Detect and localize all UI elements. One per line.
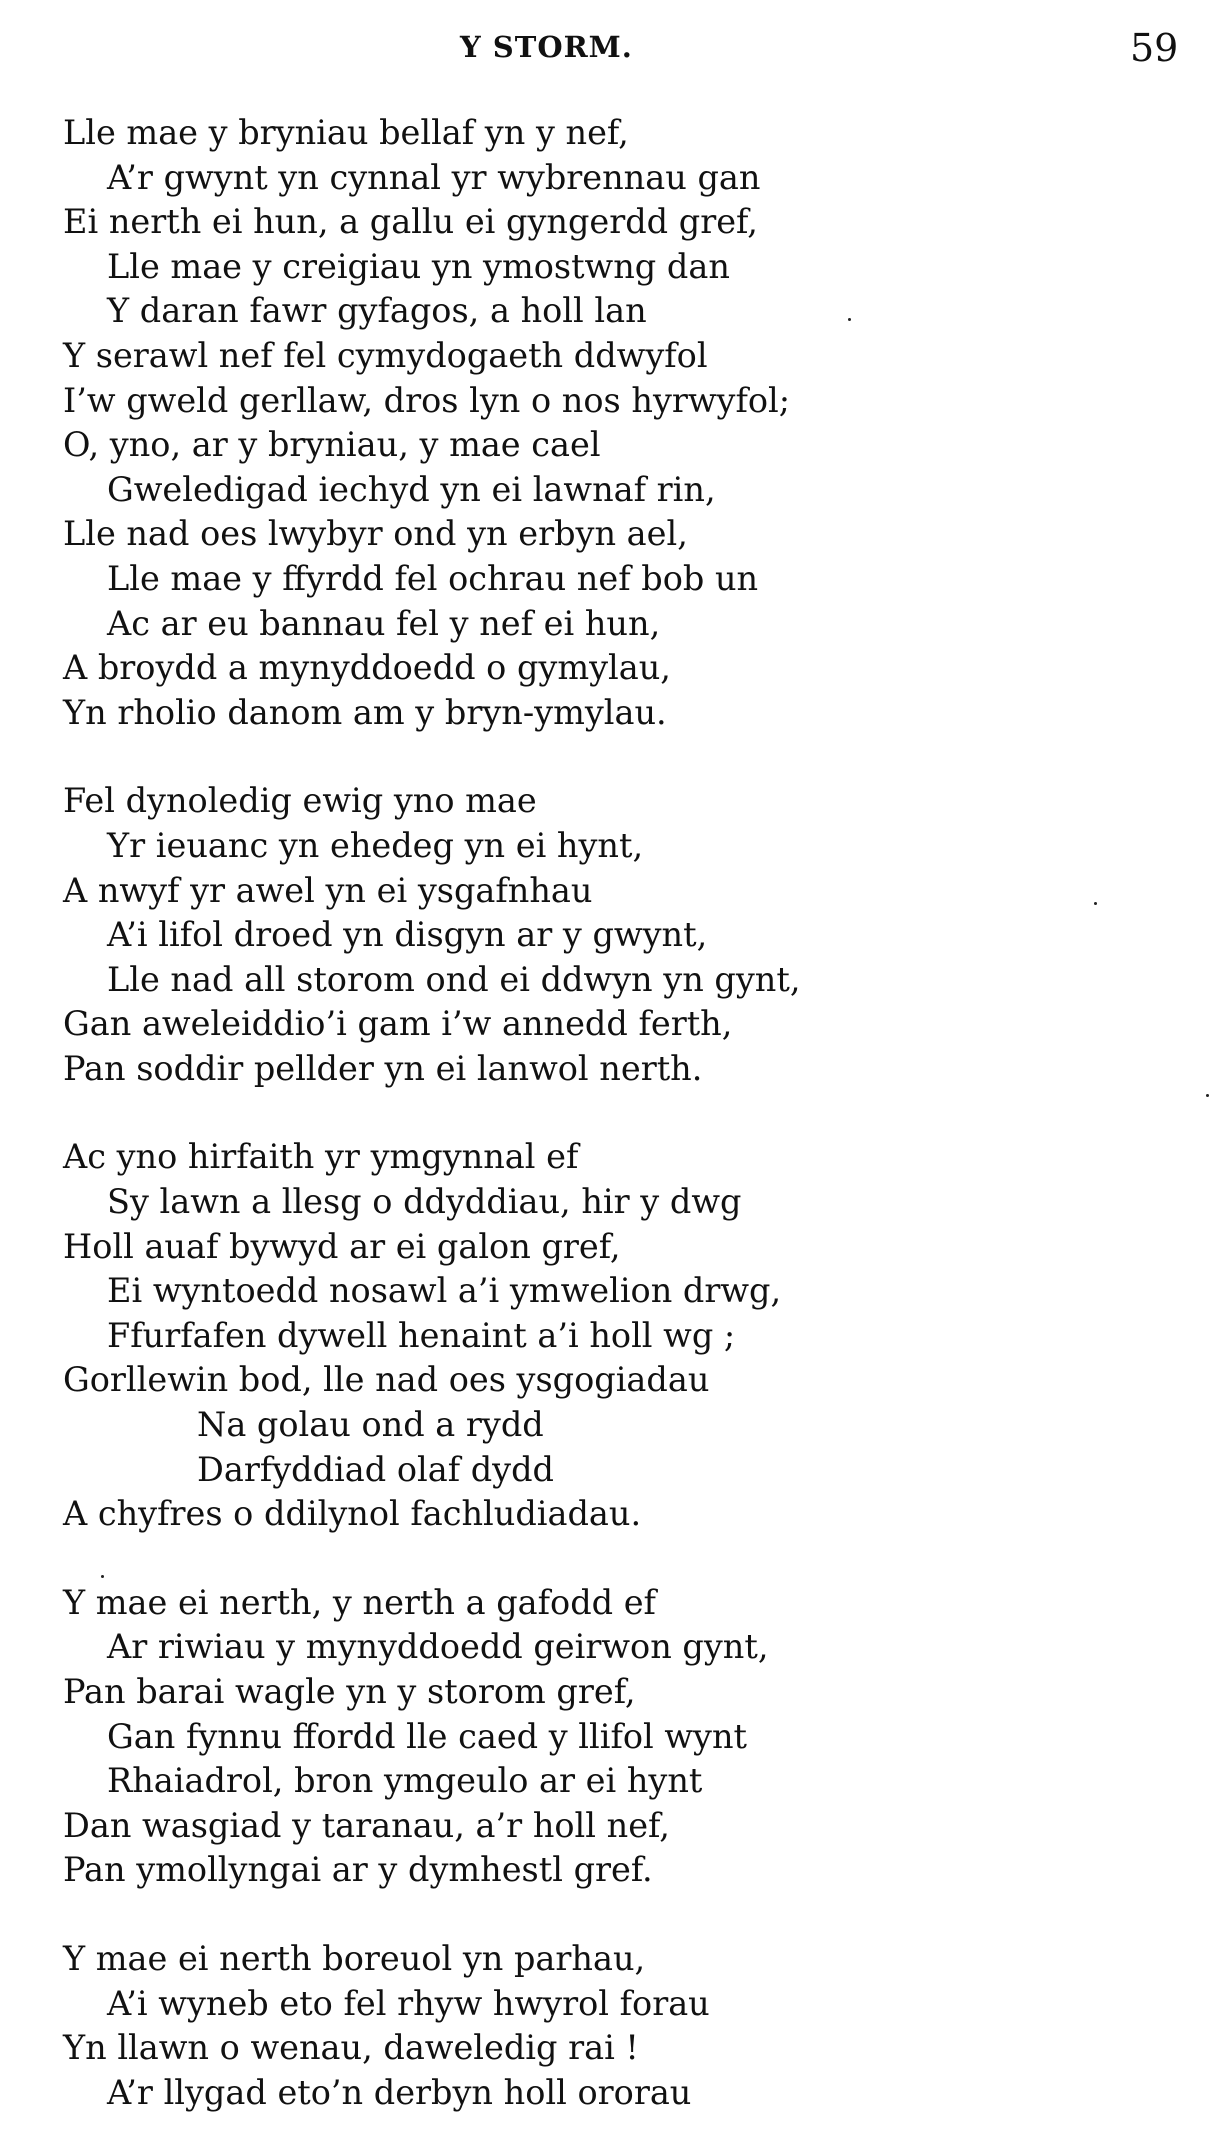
- verse-line: Holl auaf bywyd ar ei galon gref,: [63, 1226, 621, 1266]
- verse-line: Y mae ei nerth boreuol yn parhau,: [63, 1938, 646, 1978]
- stanza-2: [63, 779, 1163, 1091]
- verse-line: Sy lawn a llesg o ddyddiau, hir y dwg: [107, 1182, 742, 1222]
- page-number: 59: [1130, 26, 1179, 70]
- running-head: [0, 26, 1210, 70]
- verse-line: Y daran fawr gyfagos, a holl lan: [107, 291, 647, 331]
- verse-line: Ffurfafen dywell henaint a’i holl wg ;: [107, 1315, 736, 1355]
- verse-line: Lle mae y bryniau bellaf yn y nef,: [63, 113, 629, 152]
- print-speck: [1206, 1094, 1209, 1097]
- print-speck: [101, 1575, 104, 1578]
- verse-line: Darfyddiad olaf dydd: [197, 1449, 555, 1489]
- verse-line: A broydd a mynyddoedd o gymylau,: [63, 648, 671, 688]
- verse-line: A’i wyneb eto fel rhyw hwyrol forau: [107, 1983, 710, 2023]
- verse-line: Lle mae y creigiau yn ymostwng dan: [107, 246, 730, 286]
- verse-line: Yr ieuanc yn ehedeg yn ei hynt,: [107, 825, 644, 865]
- verse-line: Gweledigad iechyd yn ei lawnaf rin,: [107, 469, 716, 509]
- verse-line: Y serawl nef fel cymydogaeth ddwyfol: [63, 335, 708, 375]
- poem-body: [63, 111, 1163, 2115]
- verse-line: Fel dynoledig ewig yno mae: [63, 781, 537, 821]
- verse-line: Lle mae y ffyrdd fel ochrau nef bob un: [107, 558, 759, 598]
- verse-line: Ei nerth ei hun, a gallu ei gyngerdd gref,: [63, 202, 758, 242]
- running-title: Y STORM.: [460, 30, 633, 64]
- stanza-4: [63, 1581, 1163, 1893]
- verse-line: Lle nad all storom ond ei ddwyn yn gynt,: [107, 959, 801, 999]
- verse-line: Yn rholio danom am y bryn-ymylau.: [63, 692, 667, 732]
- verse-line: Pan barai wagle yn y storom gref,: [63, 1672, 636, 1711]
- verse-line: Ac yno hirfaith yr ymgynnal ef: [63, 1137, 579, 1177]
- print-speck: [1094, 902, 1097, 905]
- verse-line: Yn llawn o wenau, daweledig rai !: [63, 2028, 639, 2068]
- verse-line: Gan fynnu ffordd lle caed y llifol wynt: [107, 1716, 748, 1756]
- verse-line: Pan ymollyngai ar y dymhestl gref.: [63, 1850, 653, 1890]
- verse-line: Ac ar eu bannau fel y nef ei hun,: [107, 603, 661, 643]
- verse-line: A’i lifol droed yn disgyn ar y gwynt,: [107, 915, 708, 955]
- verse-line: Ei wyntoedd nosawl a’i ymwelion drwg,: [107, 1271, 782, 1311]
- stanza-5: [63, 1937, 1163, 2115]
- verse-line: A nwyf yr awel yn ei ysgafnhau: [63, 870, 593, 910]
- verse-line: Gan aweleiddio’i gam i’w annedd ferth,: [63, 1004, 733, 1044]
- verse-line: O, yno, ar y bryniau, y mae cael: [63, 425, 601, 465]
- verse-line: A’r gwynt yn cynnal yr wybrennau gan: [107, 157, 761, 197]
- stanza-3: [63, 1135, 1163, 1536]
- verse-line: Pan soddir pellder yn ei lanwol nerth.: [63, 1048, 703, 1088]
- verse-line: Gorllewin bod, lle nad oes ysgogiadau: [63, 1360, 710, 1400]
- verse-line: Na golau ond a rydd: [197, 1405, 544, 1445]
- verse-line: I’w gweld gerllaw, dros lyn o nos hyrwyfol;: [63, 380, 791, 420]
- stanza-1: [63, 111, 1163, 735]
- verse-line: Dan wasgiad y taranau, a’r holl nef,: [63, 1805, 670, 1845]
- verse-line: Lle nad oes lwybyr ond yn erbyn ael,: [63, 514, 688, 554]
- verse-line: A’r llygad eto’n derbyn holl ororau: [107, 2072, 692, 2112]
- verse-line: Y mae ei nerth, y nerth a gafodd ef: [63, 1582, 656, 1622]
- verse-line: Rhaiadrol, bron ymgeulo ar ei hynt: [107, 1761, 703, 1801]
- verse-line: Ar riwiau y mynyddoedd geirwon gynt,: [107, 1627, 769, 1667]
- verse-line: A chyfres o ddilynol fachludiadau.: [63, 1494, 642, 1534]
- print-speck: [848, 318, 851, 321]
